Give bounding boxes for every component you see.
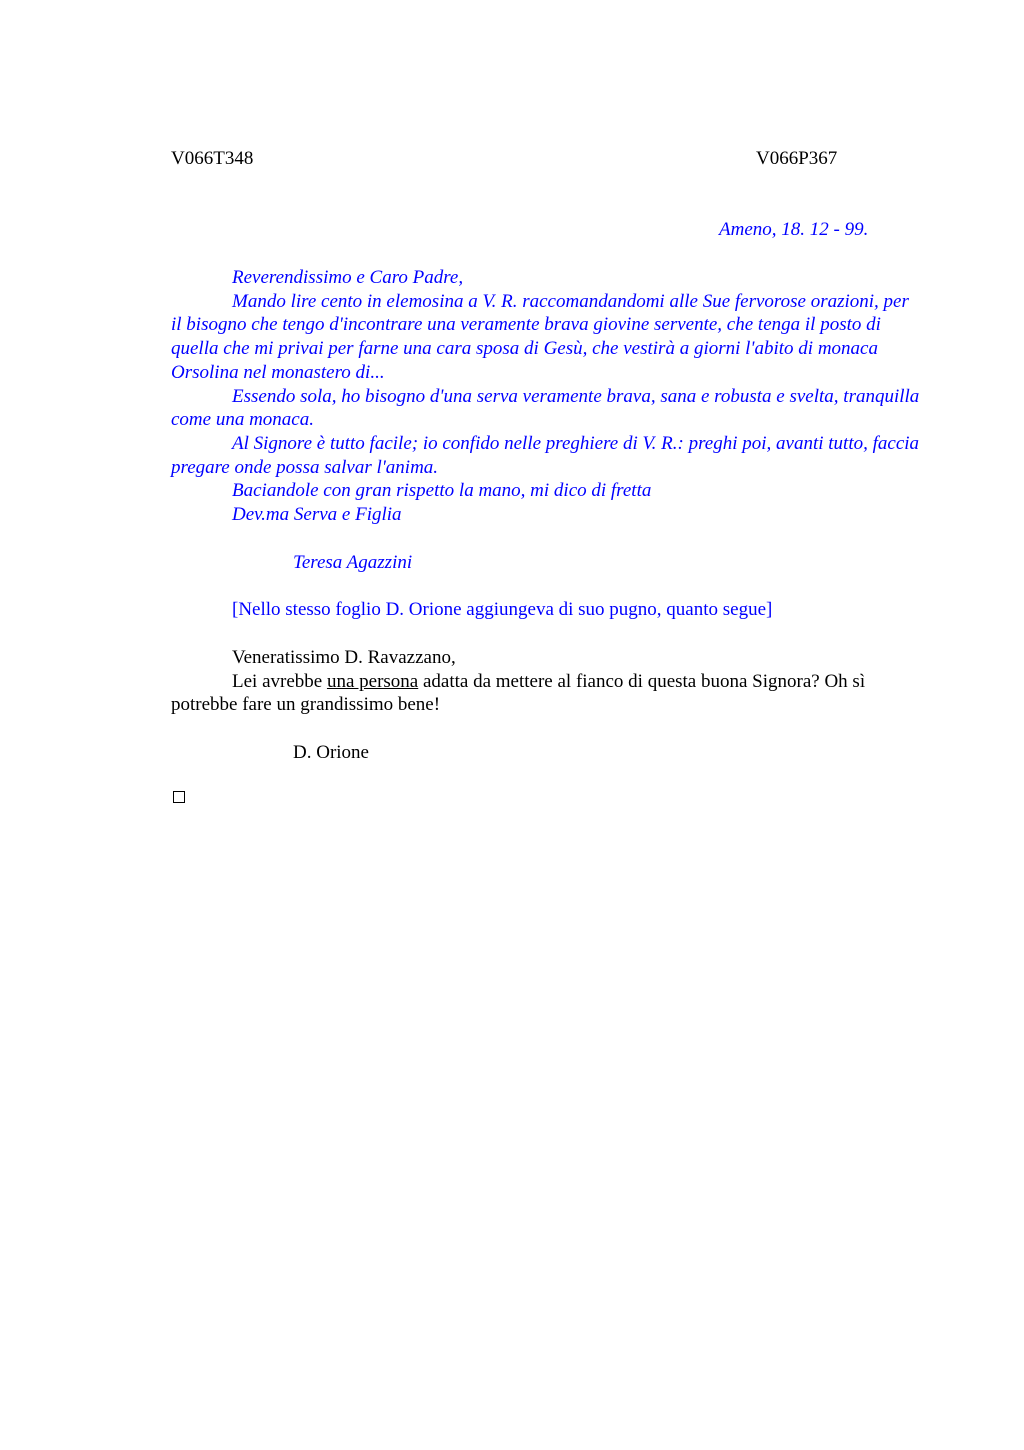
letter-signature: Teresa Agazzini [293,552,413,573]
postscript-salutation: Veneratissimo D. Ravazzano, [232,647,456,668]
letter-closing-title: Dev.ma Serva e Figlia [232,504,402,526]
postscript-text-before: Lei avrebbe [232,670,327,692]
letter-paragraph: Essendo sola, ho bisogno d'una serva veramente brava, sana e robusta e svelta, tranquilla come una monaca. [171,385,920,431]
end-marker-box-icon [173,791,185,803]
letter-body [171,266,923,527]
header-right-code: V066P367 [756,148,838,169]
letter-paragraph: Mando lire cento in elemosina a V. R. raccomandandomi alle Sue fervorose orazioni, per il bisogno che tengo d'incontrare una veramente brava giovine servente, che tenga il posto di quella che mi privai per farne una cara sposa di Gesù, che vestirà a giorni l'abito di monaca Orsolina nel monastero di... [171,290,909,383]
postscript-paragraph [171,670,923,717]
header-left-code: V066T348 [171,148,254,169]
postscript-text-after: adatta da mettere al fianco di questa buona Signora? Oh sì potrebbe fare un grandissimo bene! [171,670,866,716]
editorial-note: [Nello stesso foglio D. Orione aggiungeva di suo pugno, quanto segue] [232,599,773,620]
postscript-signature: D. Orione [293,742,369,763]
letter-closing: Baciandole con gran rispetto la mano, mi dico di fretta [232,480,652,502]
postscript-underlined-text: una persona [326,670,419,692]
postscript-body [171,646,923,717]
letter-place-date: Ameno, 18. 12 - 99. [719,219,869,240]
letter-salutation: Reverendissimo e Caro Padre, [232,267,464,288]
letter-paragraph: Al Signore è tutto facile; io confido nelle preghiere di V. R.: preghi poi, avanti tutto, faccia pregare onde possa salvar l'anima. [171,432,920,478]
